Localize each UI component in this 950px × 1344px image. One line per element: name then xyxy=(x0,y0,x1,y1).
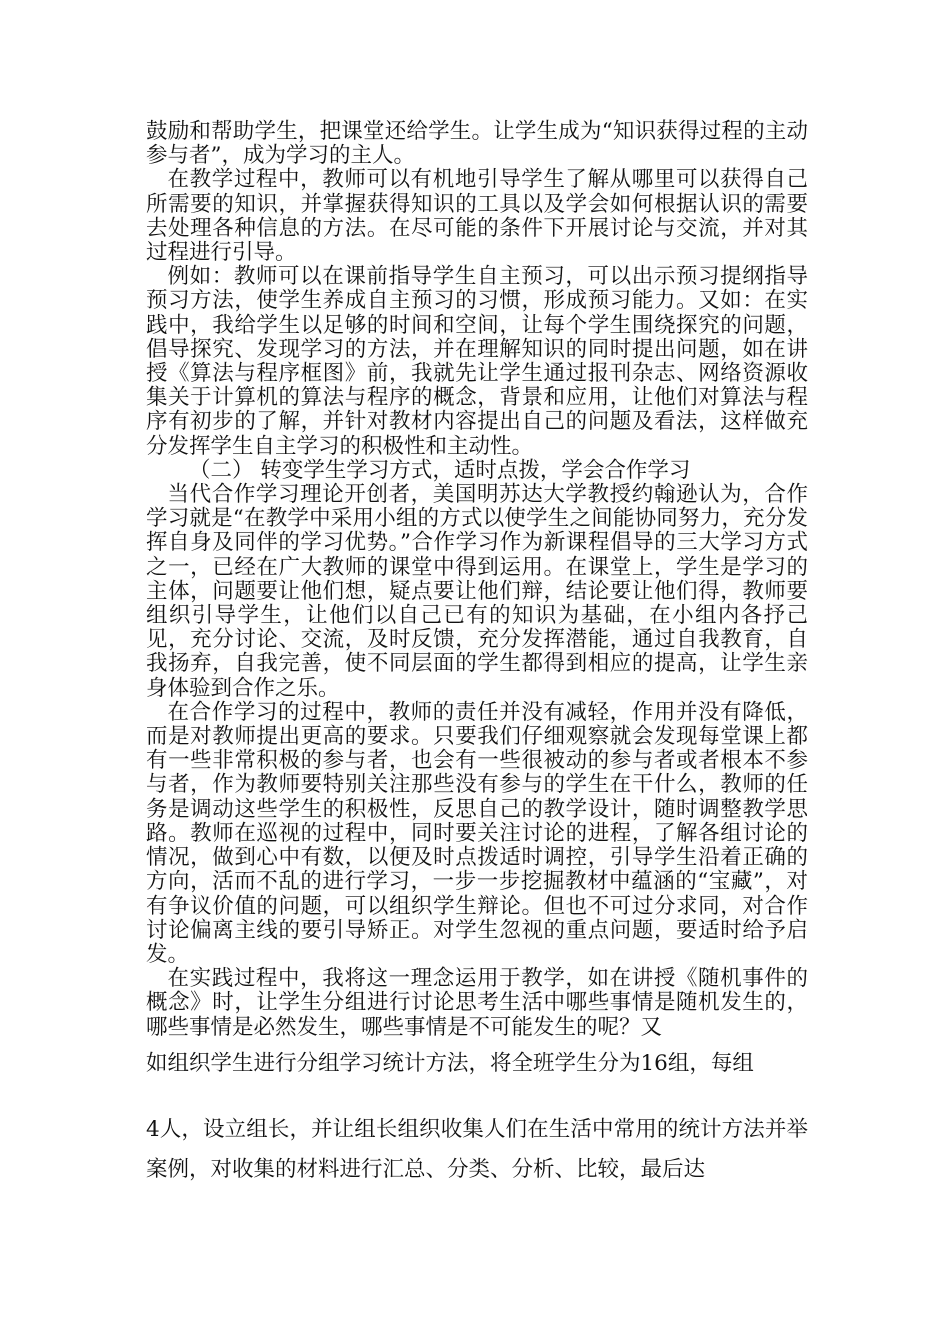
paragraph-practice: 在实践过程中，我将这一理念运用于教学，如在讲授《随机事件的概念》时，让学生分组进行讨论思考生活中哪些事情是随机发生的，哪些事情是必然发生，哪些事情是不可能发生的呢？又 xyxy=(146,966,808,1040)
paragraph-example: 例如：教师可以在课前指导学生自主预习，可以出示预习提纲指导预习方法，使学生养成自主预习的习惯，形成预习能力。又如：在实践中，我给学生以足够的时间和空间，让每个学生围绕探究的问题，倡导探究、发现学习的方法，并在理解知识的同时提出问题，如在讲授《算法与程序框图》前，我就先让学生通过报刊杂志、网络资源收集关于计算机的算法与程序的概念，背景和应用，让他们对算法与程序有初步的了解，并针对教材内容提出自己的问题及看法，这样做充分发挥学生自主学习的积极性和主动性。 xyxy=(146,264,808,459)
document-body xyxy=(146,120,808,1190)
paragraph-intro: 鼓励和帮助学生，把课堂还给学生。让学生成为“知识获得过程的主动参与者”，成为学习的主人。 xyxy=(146,119,808,169)
paragraph-teacher-role: 在合作学习的过程中，教师的责任并没有减轻，作用并没有降低，而是对教师提出更高的要求。只要我们仔细观察就会发现每堂课上都有一些非常积极的参与者，也会有一些很被动的参与者或者根本不参与者，作为教师要特别关注那些没有参与的学生在干什么，教师的任务是调动这些学生的积极性，反思自己的教学设计，随时调整教学思路。教师在巡视的过程中，同时要关注讨论的进程，了解各组讨论的情况，做到心中有数，以便及时点拨适时调控，引导学生沿着正确的方向，活而不乱的进行学习，一步一步挖掘教材中蕴涵的“宝藏”，对有争议价值的问题，可以组织学生辩论。但也不可过分求同，对合作讨论偏离主线的要引导矫正。对学生忽视的重点问题，要适时给予启发。 xyxy=(146,699,808,967)
paragraph-cooperative-learning: 当代合作学习理论开创者，美国明苏达大学教授约翰逊认为，合作学习就是“在教学中采用小组的方式以使学生之间能协同努力，充分发挥自身及同伴的学习优势。”合作学习作为新课程倡导的三大学习方式之一，已经在广大教师的课堂中得到运用。在课堂上，学生是学习的主体，问题要让他们想，疑点要让他们辩，结论要让他们得，教师要组织引导学生，让他们以自己已有的知识为基础，在小组内各抒己见，充分讨论、交流，及时反馈，充分发挥潜能，通过自我教育，自我扬弃，自我完善，使不同层面的学生都得到相应的提高，让学生亲身体验到合作之乐。 xyxy=(146,482,808,701)
section-heading: （二） 转变学生学习方式，适时点拨，学会合作学习 xyxy=(189,457,691,483)
paragraph-grouping-line-2: 4人，设立组长，并让组长组织收集人们在生活中常用的统计方法并举案例，对收集的材料进行汇总、分类、分析、比较，最后达 xyxy=(146,1116,808,1182)
paragraph-grouping-line-1: 如组织学生进行分组学习统计方法，将全班学生分为16组，每组 xyxy=(146,1050,754,1076)
paragraph-teaching-process: 在教学过程中，教师可以有机地引导学生了解从哪里可以获得自己所需要的知识，并掌握获得知识的工具以及学会如何根据认识的需要去处理各种信息的方法。在尽可能的条件下开展讨论与交流，并对其过程进行引导。 xyxy=(146,167,808,266)
